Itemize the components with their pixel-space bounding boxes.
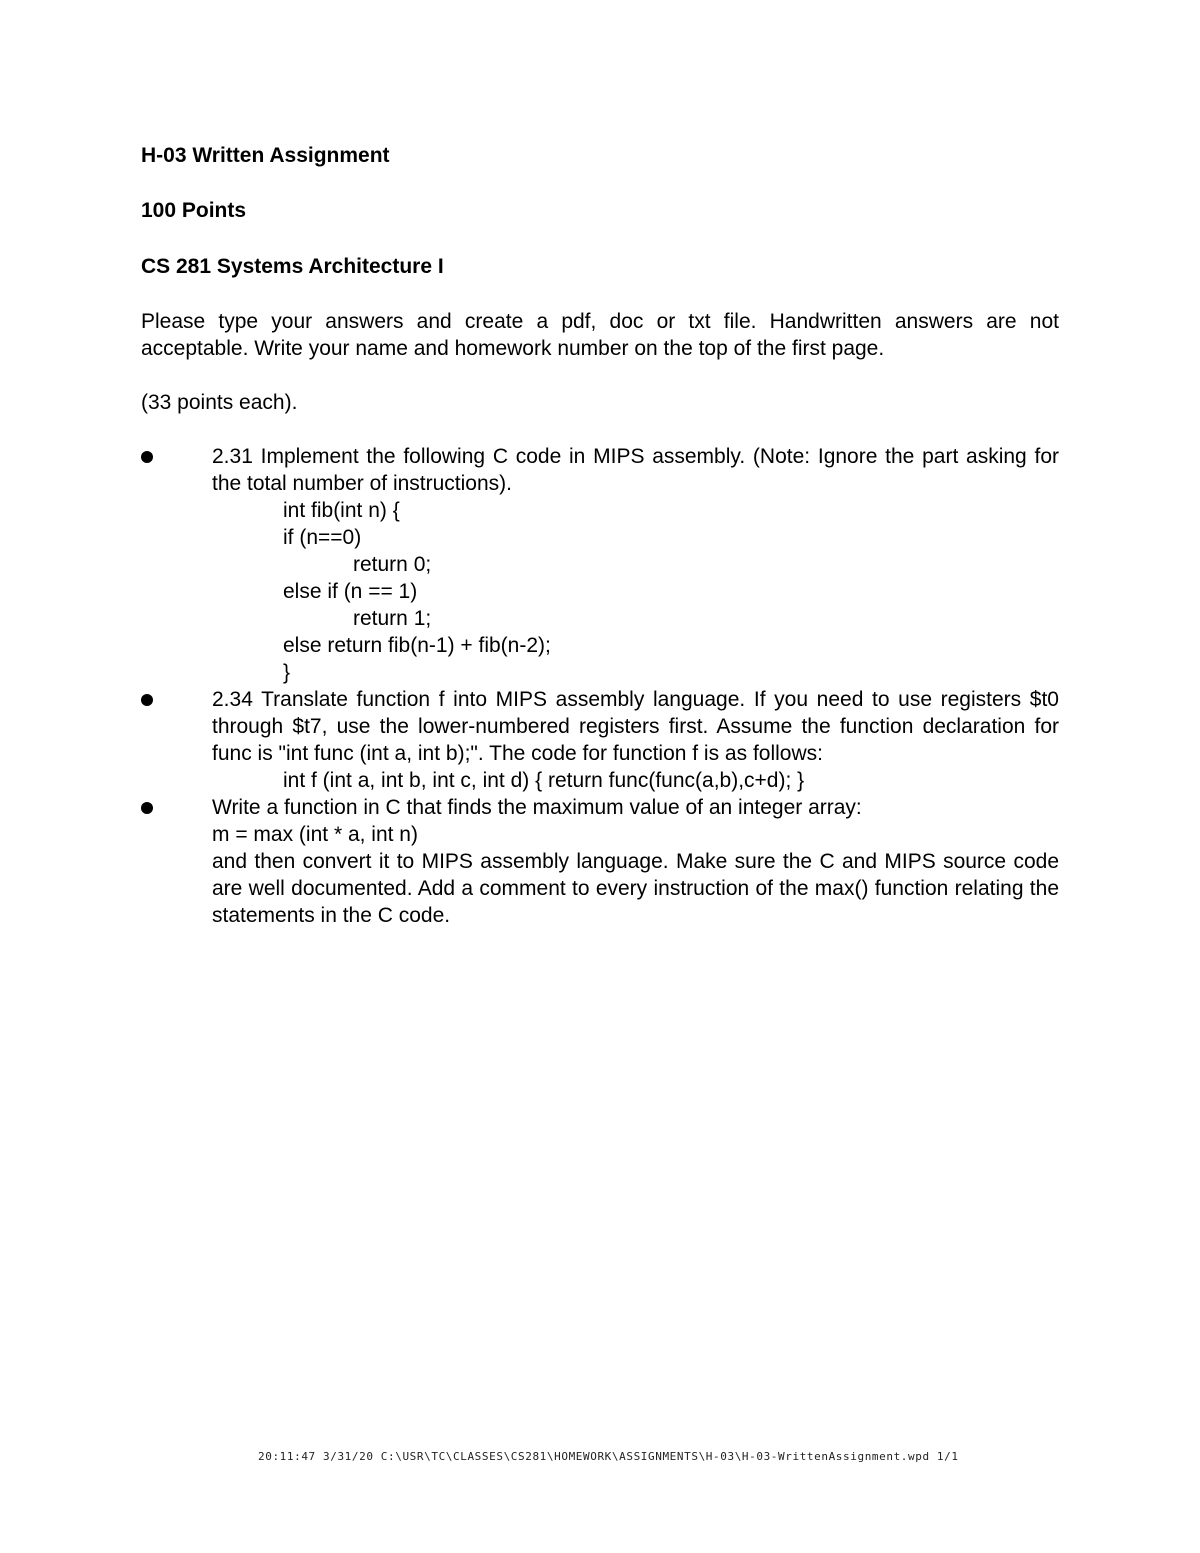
assignment-title: H-03 Written Assignment [141, 144, 390, 167]
bullet-icon [141, 451, 153, 463]
code-line: int f (int a, int b, int c, int d) { return func(func(a,b),c+d); } [283, 769, 805, 792]
points-total: 100 Points [141, 199, 247, 222]
code-line: int fib(int n) { [283, 499, 400, 522]
code-line: return 1; [353, 607, 432, 630]
points-each-note: (33 points each). [141, 391, 298, 414]
problem-max-text: and then convert it to MIPS assembly language. Make sure the C and MIPS source code are well documented. Add a comment to every instruction of the max() function relating the statements in the C code. [212, 850, 1059, 927]
problem-max [141, 794, 1059, 929]
problem-max-signature: m = max (int * a, int n) [212, 823, 418, 846]
bullet-icon [141, 802, 153, 814]
problem-2-34-text: 2.34 Translate function f into MIPS assembly language. If you need to use registers $t0 through $t7, use the lower-numbered registers first. Assume the function declaration for func is "int func (int a, int b);". The code for function f is as follows: [212, 688, 1059, 765]
problem-2-34 [141, 686, 1059, 794]
code-line: if (n==0) [283, 526, 362, 549]
fib-code-block [212, 497, 1059, 686]
bullet-icon [141, 694, 153, 706]
code-line: else return fib(n-1) + fib(n-2); [283, 634, 551, 657]
code-line: } [283, 661, 291, 684]
problem-2-31-text: 2.31 Implement the following C code in MIPS assembly. (Note: Ignore the part asking for the total number of instructions). [212, 445, 1059, 495]
code-line: return 0; [353, 553, 432, 576]
code-line: else if (n == 1) [283, 580, 418, 603]
problem-2-31 [141, 443, 1059, 686]
course-title: CS 281 Systems Architecture I [141, 255, 444, 278]
problem-max-line: Write a function in C that finds the maximum value of an integer array: [212, 796, 862, 819]
instructions-text: Please type your answers and create a pdf, doc or txt file. Handwritten answers are not acceptable. Write your name and homework number on the top of the first page. [141, 310, 1059, 360]
file-path-footer: 20:11:47 3/31/20 C:\USR\TC\CLASSES\CS281\HOMEWORK\ASSIGNMENTS\H-03\H-03-WrittenAssignment.wpd 1/1 [258, 1450, 959, 1463]
